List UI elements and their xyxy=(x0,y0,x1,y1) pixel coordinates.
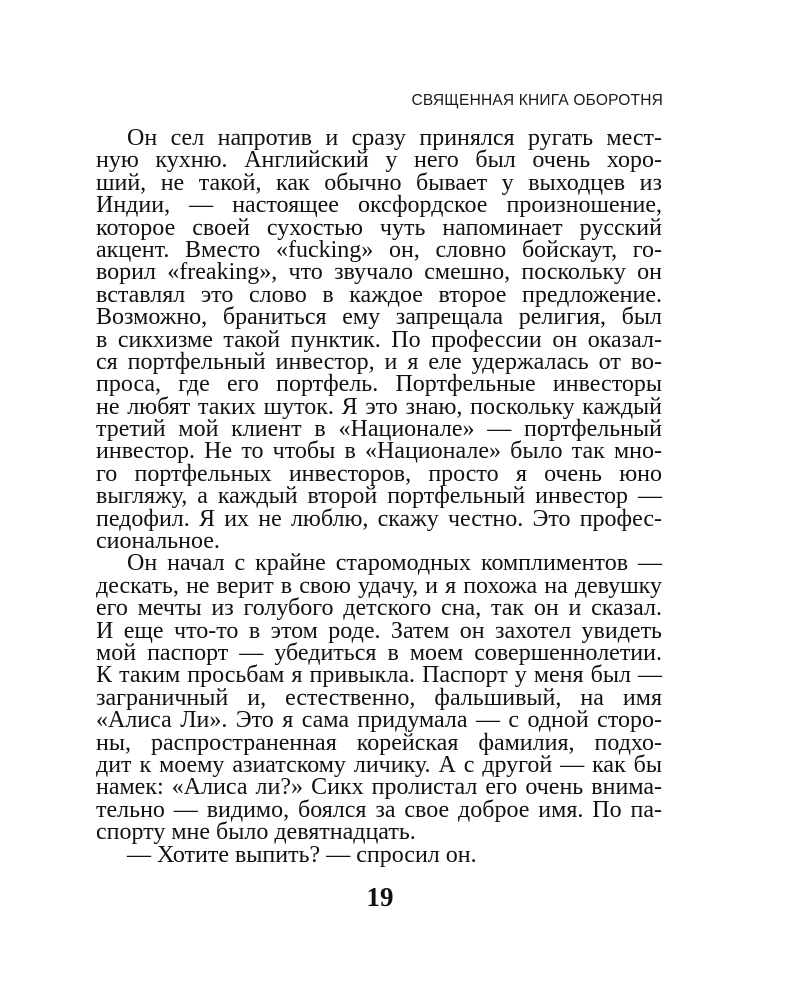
text-line: сиональное. xyxy=(96,528,220,555)
text-line: мой паспорт — убедиться в моем совершеннолетии. xyxy=(96,639,662,666)
text-line: ную кухню. Английский у него был очень хоро- xyxy=(96,147,662,174)
text-line: его мечты из голубого детского сна, так он и сказал. xyxy=(96,595,662,622)
text-line: выгляжу, а каждый второй портфельный инвестор — xyxy=(96,483,662,510)
text-line: го портфельных инвесторов, просто я очень юно xyxy=(96,460,662,487)
text-line: проса, где его портфель. Портфельные инвесторы xyxy=(96,371,662,398)
text-line: спорту мне было девятнадцать. xyxy=(96,819,416,846)
text-line: Он сел напротив и сразу принялся ругать мест- xyxy=(127,125,662,151)
body-text xyxy=(96,127,662,866)
text-line: ший, не такой, как обычно бывает у выходцев из xyxy=(96,169,662,196)
text-line: К таким просьбам я привыкла. Паспорт у меня был — xyxy=(96,662,662,689)
text-line: акцент. Вместо «fucking» он, словно бойскаут, го- xyxy=(96,236,662,263)
text-line: тельно — видимо, боялся за свое доброе имя. По па- xyxy=(96,796,662,823)
text-line: намек: «Алиса ли?» Сикх пролистал его очень внима- xyxy=(96,774,662,801)
text-line: Он начал с крайне старомодных комплиментов — xyxy=(127,550,662,577)
text-line: третий мой клиент в «Национале» — портфельный xyxy=(96,416,662,443)
page-number: 19 xyxy=(366,882,394,912)
text-line: инвестор. Не то чтобы в «Национале» было так мно- xyxy=(96,438,662,465)
text-line: ся портфельный инвестор, и я еле удержалась от во- xyxy=(96,348,662,375)
text-line: ворил «freaking», что звучало смешно, поскольку он xyxy=(96,259,662,286)
text-line: в сикхизме такой пунктик. По профессии он оказал- xyxy=(96,326,662,353)
text-line: не любят таких шуток. Я это знаю, поскольку каждый xyxy=(96,393,662,420)
text-line: Индии, — настоящее оксфордское произношение, xyxy=(96,192,662,219)
text-line: заграничный и, естественно, фальшивый, на имя xyxy=(96,684,662,711)
text-line: Возможно, браниться ему запрещала религия, был xyxy=(96,304,662,331)
text-line: которое своей сухостью чуть напоминает русский xyxy=(96,214,662,241)
text-line: «Алиса Ли». Это я сама придумала — с одной сторо- xyxy=(96,707,662,734)
text-line: педофил. Я их не люблю, скажу честно. Это профес- xyxy=(96,505,662,532)
text-line: вставлял это слово в каждое второе предложение. xyxy=(96,281,662,308)
text-line: — Хотите выпить? — спросил он. xyxy=(127,841,477,868)
text-line: ны, распространенная корейская фамилия, подхо- xyxy=(96,729,662,756)
text-line: И еще что-то в этом роде. Затем он захотел увидеть xyxy=(96,617,662,644)
running-head: СВЯЩЕННАЯ КНИГА ОБОРОТНЯ xyxy=(411,92,663,109)
text-line: дит к моему азиатскому личику. А с другой — как бы xyxy=(96,751,662,778)
text-line: дескать, не верит в свою удачу, и я похожа на девушку xyxy=(96,572,662,599)
